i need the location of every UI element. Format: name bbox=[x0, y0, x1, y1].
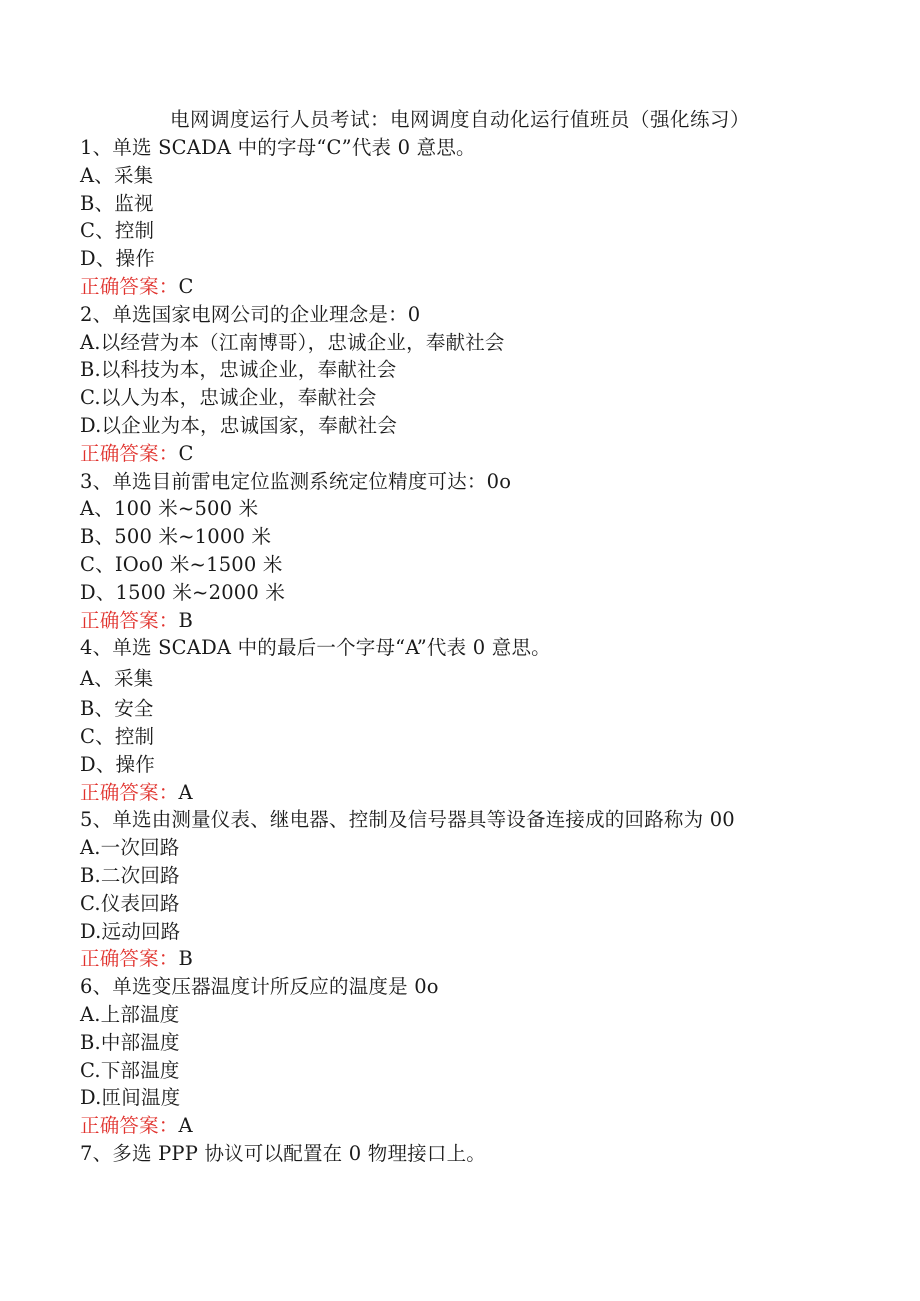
question-option: C、控制 bbox=[80, 724, 155, 748]
answer-value: B bbox=[178, 608, 194, 632]
question-option: C、IOo0 米~1500 米 bbox=[80, 552, 283, 576]
correct-answer bbox=[80, 273, 900, 301]
question-stem: 5、单选由测量仪表、继电器、控制及信号器具等设备连接成的回路称为 00 bbox=[80, 808, 735, 832]
question-option: A.上部温度 bbox=[80, 1002, 180, 1026]
question-stem: 3、单选目前雷电定位监测系统定位精度可达：0o bbox=[80, 469, 512, 493]
question-option: B、500 米~1000 米 bbox=[80, 525, 272, 549]
question-stem: 7、多选 PPP 协议可以配置在 0 物理接口上。 bbox=[80, 1141, 486, 1165]
question-option: A.以经营为本（江南博哥），忠诚企业，奉献社会 bbox=[80, 330, 505, 354]
question-option: D、操作 bbox=[80, 247, 155, 271]
question-option: B.二次回路 bbox=[80, 863, 180, 887]
question-option: C.下部温度 bbox=[80, 1058, 180, 1082]
correct-answer bbox=[80, 1112, 900, 1140]
question-option: D.远动回路 bbox=[80, 919, 181, 943]
question-option: D.匝间温度 bbox=[80, 1086, 181, 1110]
question-option: B、安全 bbox=[80, 697, 154, 721]
answer-label: 正确答案： bbox=[80, 608, 179, 632]
question-option: C.仪表回路 bbox=[80, 891, 180, 915]
question-option: B、监视 bbox=[80, 191, 154, 215]
correct-answer bbox=[80, 607, 900, 635]
answer-value: A bbox=[178, 780, 193, 804]
question-option: A、采集 bbox=[80, 667, 154, 691]
answer-value: A bbox=[178, 1114, 193, 1138]
question-option: A、100 米~500 米 bbox=[80, 497, 259, 521]
question-list bbox=[80, 134, 900, 1168]
correct-answer bbox=[80, 779, 900, 807]
answer-label: 正确答案： bbox=[80, 274, 179, 298]
correct-answer bbox=[80, 440, 900, 468]
answer-value: B bbox=[178, 947, 194, 971]
question-option: D、操作 bbox=[80, 752, 155, 776]
answer-label: 正确答案： bbox=[80, 780, 179, 804]
question-option: D.以企业为本，忠诚国家，奉献社会 bbox=[80, 413, 398, 437]
correct-answer bbox=[80, 945, 900, 973]
question-option: B.中部温度 bbox=[80, 1030, 180, 1054]
answer-value: C bbox=[178, 274, 194, 298]
document-title: 电网调度运行人员考试：电网调度自动化运行值班员（强化练习） bbox=[169, 108, 750, 131]
question-option: A.一次回路 bbox=[80, 836, 180, 860]
question-stem: 6、单选变压器温度计所反应的温度是 0o bbox=[80, 975, 439, 999]
question-stem: 1、单选 SCADA 中的字母“C”代表 0 意思。 bbox=[80, 136, 476, 159]
answer-label: 正确答案： bbox=[80, 1114, 179, 1138]
question-option: D、1500 米~2000 米 bbox=[80, 580, 286, 604]
answer-value: C bbox=[178, 441, 194, 465]
question-stem: 2、单选国家电网公司的企业理念是：0 bbox=[80, 302, 421, 326]
question-option: B.以科技为本，忠诚企业，奉献社会 bbox=[80, 358, 397, 382]
answer-label: 正确答案： bbox=[80, 947, 179, 971]
answer-label: 正确答案： bbox=[80, 441, 179, 465]
question-option: A、采集 bbox=[80, 163, 154, 187]
question-option: C.以人为本，忠诚企业，奉献社会 bbox=[80, 386, 377, 410]
question-option: C、控制 bbox=[80, 219, 155, 243]
question-stem: 4、单选 SCADA 中的最后一个字母“A”代表 0 意思。 bbox=[80, 636, 551, 660]
